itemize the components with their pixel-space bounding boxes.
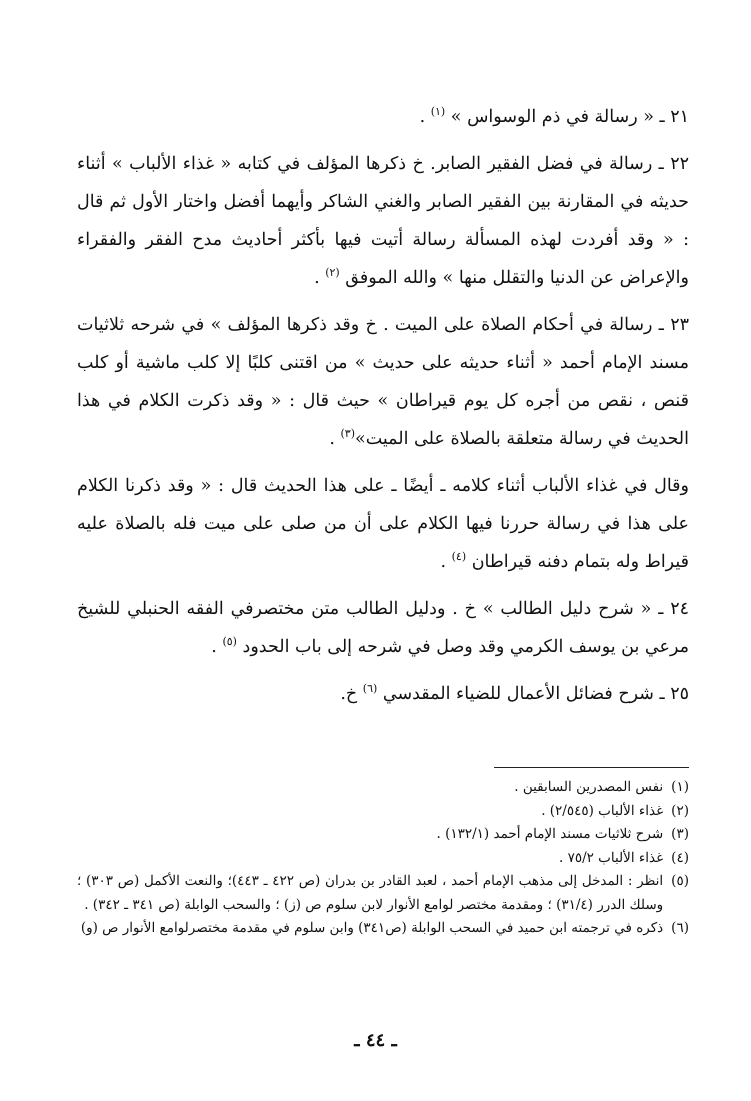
entry-24: ٢٤ ـ « شرح دليل الطالب » خ . ودليل الطالب متن مختصرفي الفقه الحنبلي للشيخ مرعي بن يوسف الكرمي وقد وصل في شرحه إلى باب الحدود $^{(٥)}$ . bbox=[77, 599, 689, 657]
footnote-2 bbox=[77, 800, 689, 824]
footnote-3 bbox=[77, 823, 689, 847]
main-text bbox=[77, 98, 689, 722]
footnote-text: شرح ثلاثيات مسند الإمام أحمد (١٣٢/١) . bbox=[436, 826, 664, 842]
entry-23: ٢٣ ـ رسالة في أحكام الصلاة على الميت . خ وقد ذكرها المؤلف » في شرحه ثلاثيات مسند الإمام أحمد « أثناء حديثه على حديث » من اقتنى كلبًا إلا كلب ماشية أو كلب قنص ، نقص من أجره كل يوم قيراطان » حيث قال : « وقد ذكرت الكلام في هذا الحديث في رسالة متعلقة بالصلاة على الميت»$^{(٣)}$ . bbox=[77, 315, 689, 449]
page-number: ـ ٤٤ ـ bbox=[354, 1030, 397, 1051]
footnote-4 bbox=[77, 847, 689, 871]
entry-23-continued: وقال في غذاء الألباب أثناء كلامه ـ أيضًا ـ على هذا الحديث قال : « وقد ذكرنا الكلام على هذا في رسالة حررنا فيها الكلام على أن من صلى على ميت فله بالصلاة عليه قيراط وله بتمام دفنه قيراطان $^{(٤)}$ . bbox=[77, 476, 689, 572]
footnotes bbox=[77, 776, 689, 941]
entry-22: ٢٢ ـ رسالة في فضل الفقير الصابر. خ ذكرها المؤلف في كتابه « غذاء الألباب » أثناء حديثه في المقارنة بين الفقير الصابر والغني الشاكر وأيهما أفضل واختار الأول ثم قال : « وقد أفردت لهذه المسألة رسالة أتيت فيها بأكثر أحاديث مدح الفقر والفقراء والإعراض عن الدنيا والتقلل منها » والله الموفق $^{(٢)}$ . bbox=[77, 154, 689, 288]
footnote-text: انظر : المدخل إلى مذهب الإمام أحمد ، لعبد القادر بن بدران (ص ٤٢٢ ـ ٤٤٣)؛ والنعت الأكمل (ص ٣٠٣) ؛ وسلك الدرر (٣١/٤) ؛ ومقدمة مختصر لوامع الأنوار لابن سلوم ص (ز) ؛ والسحب الوابلة (ص ٣٤١ ـ ٣٤٢) . bbox=[77, 873, 664, 913]
footnote-number: (٢) bbox=[671, 802, 689, 819]
footnote-text: نفس المصدرين السابقين . bbox=[514, 779, 664, 795]
footnote-text: غذاء الألباب (٢/٥٤٥) . bbox=[541, 802, 664, 819]
footnote-5 bbox=[77, 870, 689, 917]
footnote-marker: (٢) bbox=[325, 266, 340, 280]
entry-25: ٢٥ ـ شرح فضائل الأعمال للضياء المقدسي $^{(٦)}$ خ. bbox=[340, 682, 689, 704]
entry-21: ٢١ ـ « رسالة في ذم الوسواس » $^{(١)}$ . bbox=[419, 105, 689, 127]
footnote-text: غذاء الألباب ٧٥/٢ . bbox=[558, 849, 664, 866]
footnote-marker: (٥) bbox=[222, 635, 237, 649]
footnote-number: (٣) bbox=[671, 826, 689, 842]
footnote-number: (٥) bbox=[671, 873, 689, 889]
footnote-marker: (٣) bbox=[340, 427, 356, 441]
footnote-number: (٤) bbox=[671, 849, 689, 866]
footnote-6 bbox=[77, 917, 689, 941]
footnote-marker: (٦) bbox=[362, 682, 378, 696]
footnote-number: (١) bbox=[671, 779, 689, 795]
footnote-1 bbox=[77, 776, 689, 800]
footnote-marker: (١) bbox=[430, 105, 446, 119]
footnote-marker: (٤) bbox=[451, 550, 467, 564]
footnote-number: (٦) bbox=[671, 920, 689, 936]
footnote-separator bbox=[494, 767, 689, 768]
footnote-text: ذكره في ترجمته ابن حميد في السحب الوابلة (ص٣٤١) وابن سلوم في مقدمة مختصرلوامع الأنوار ص (و) bbox=[80, 920, 664, 936]
